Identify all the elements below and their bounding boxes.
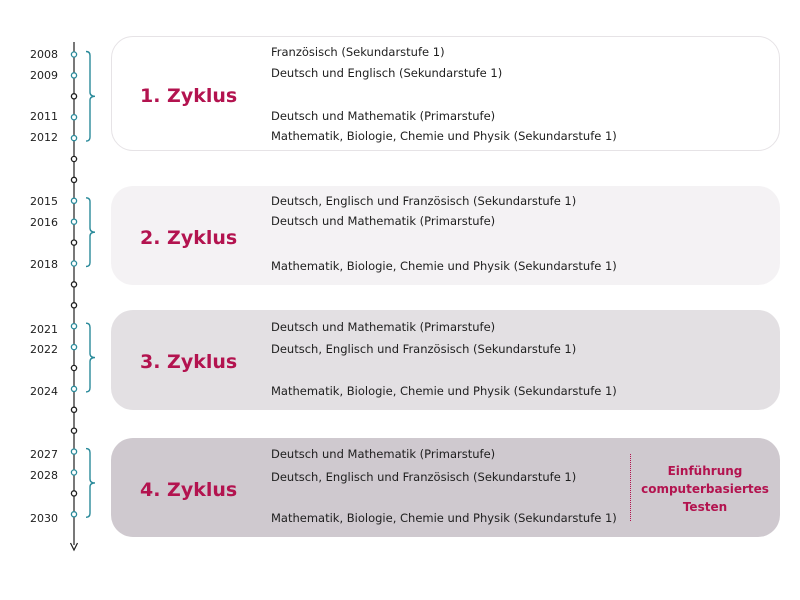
subject-entry: Französisch (Sekundarstufe 1) <box>271 45 445 59</box>
subject-entry: Deutsch, Englisch und Französisch (Sekundarstufe 1) <box>271 342 577 356</box>
year-dot <box>71 491 76 496</box>
year-dot <box>71 94 76 99</box>
subject-entry: Deutsch und Mathematik (Primarstufe) <box>271 214 496 228</box>
subject-entry: Deutsch, Englisch und Französisch (Sekundarstufe 1) <box>271 194 577 208</box>
year-dot <box>71 177 76 182</box>
subject-entry: Mathematik, Biologie, Chemie und Physik (Sekundarstufe 1) <box>271 384 617 398</box>
year-label: 2009 <box>30 69 58 82</box>
year-label: 2028 <box>30 469 58 482</box>
cycle-brace <box>86 323 95 392</box>
subject-entry: Mathematik, Biologie, Chemie und Physik (Sekundarstufe 1) <box>271 259 617 273</box>
year-label: 2015 <box>30 195 58 208</box>
year-label: 2027 <box>30 448 58 461</box>
year-dot <box>71 115 76 120</box>
year-dot <box>71 261 76 266</box>
year-dot <box>71 136 76 141</box>
subject-entry: Mathematik, Biologie, Chemie und Physik (Sekundarstufe 1) <box>271 511 617 525</box>
year-dot <box>71 324 76 329</box>
year-dot <box>71 407 76 412</box>
subject-entry: Deutsch und Mathematik (Primarstufe) <box>271 447 496 461</box>
cbt-note <box>640 462 770 516</box>
year-label: 2008 <box>30 48 58 61</box>
year-dot <box>71 198 76 203</box>
year-dot <box>71 386 76 391</box>
cycle-brace <box>86 198 95 267</box>
year-dot <box>71 282 76 287</box>
year-dot <box>71 345 76 350</box>
year-dot <box>71 219 76 224</box>
cbt-note-line: computerbasiertes <box>641 482 769 496</box>
subject-entry: Deutsch, Englisch und Französisch (Sekundarstufe 1) <box>271 470 577 484</box>
year-label: 2016 <box>30 216 58 229</box>
year-label: 2021 <box>30 323 58 336</box>
cycle-3-title: 3. Zyklus <box>140 351 238 373</box>
year-dot <box>71 240 76 245</box>
timeline <box>0 0 110 600</box>
cycle-brace <box>86 52 95 142</box>
cycle-brace <box>86 449 95 518</box>
cbt-note-line: Einführung <box>667 464 743 478</box>
cycle-4-title: 4. Zyklus <box>140 479 238 501</box>
subject-entry: Deutsch und Mathematik (Primarstufe) <box>271 109 496 123</box>
cycle-1-title: 1. Zyklus <box>140 85 238 107</box>
subject-entry: Deutsch und Mathematik (Primarstufe) <box>271 320 496 334</box>
year-dot <box>71 52 76 57</box>
year-dot <box>71 365 76 370</box>
year-dot <box>71 73 76 78</box>
year-label: 2018 <box>30 258 58 271</box>
subject-entry: Mathematik, Biologie, Chemie und Physik (Sekundarstufe 1) <box>271 129 617 143</box>
year-label: 2012 <box>30 131 58 144</box>
year-dot <box>71 428 76 433</box>
subject-entry: Deutsch und Englisch (Sekundarstufe 1) <box>271 66 503 80</box>
year-label: 2011 <box>30 110 58 123</box>
cbt-divider <box>630 454 631 521</box>
year-label: 2024 <box>30 385 58 398</box>
year-dot <box>71 156 76 161</box>
year-label: 2022 <box>30 343 58 356</box>
year-dot <box>71 303 76 308</box>
year-dot <box>71 449 76 454</box>
cycle-2-title: 2. Zyklus <box>140 227 238 249</box>
year-dot <box>71 512 76 517</box>
cbt-note-line: Testen <box>682 500 728 514</box>
year-label: 2030 <box>30 512 58 525</box>
year-dot <box>71 470 76 475</box>
